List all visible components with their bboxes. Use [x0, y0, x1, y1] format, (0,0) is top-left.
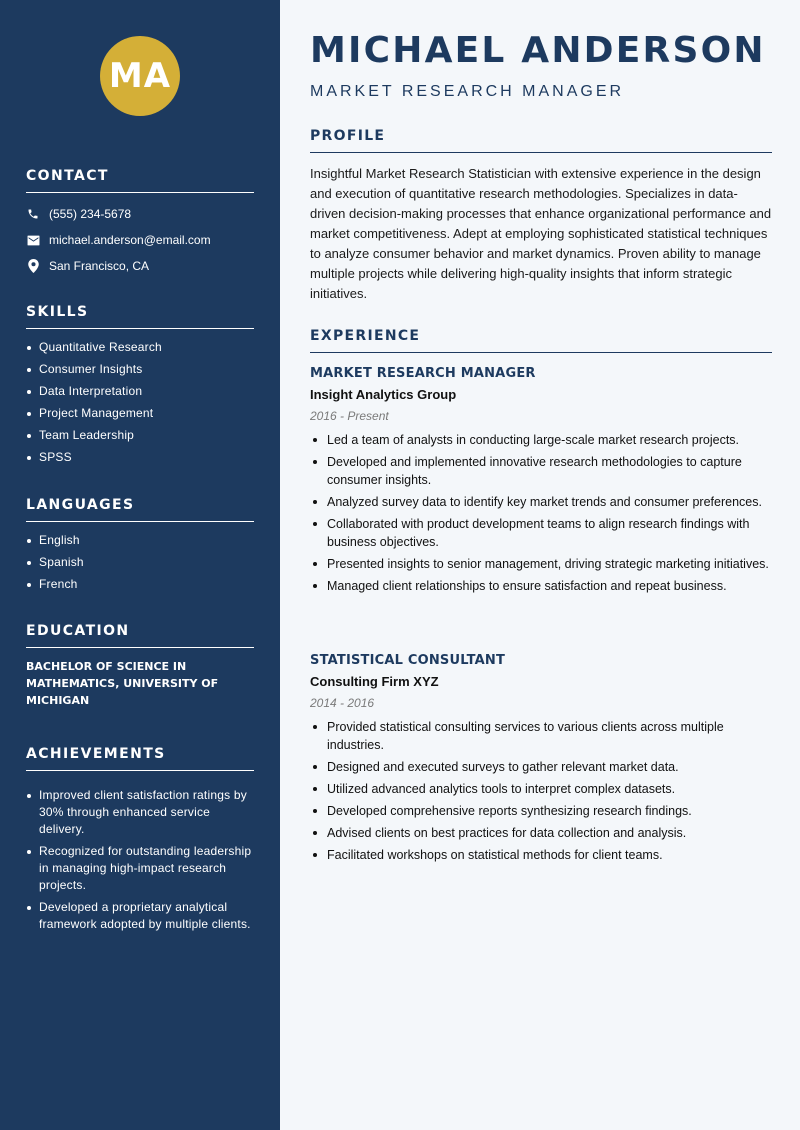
- education-degree: BACHELOR OF SCIENCE IN MATHEMATICS, UNIVERSITY OF MICHIGAN: [26, 660, 219, 707]
- achievements-heading: ACHIEVEMENTS: [26, 746, 254, 771]
- skill-item: Consumer Insights: [26, 361, 254, 378]
- experience-heading: EXPERIENCE: [310, 328, 772, 353]
- job-bullet: Facilitated workshops on statistical methods for client teams.: [310, 846, 772, 864]
- job-bullet: Designed and executed surveys to gather relevant market data.: [310, 758, 772, 776]
- job-bullet: Developed and implemented innovative research methodologies to capture consumer insights.: [310, 453, 772, 489]
- job-dates: 2014 - 2016: [310, 696, 375, 710]
- language-item: French: [26, 576, 254, 593]
- job-bullet: Advised clients on best practices for data collection and analysis.: [310, 824, 772, 842]
- profile-text: Insightful Market Research Statistician with extensive experience in the design and execution of quantitative research methodologies. Specializes in data-driven decision-making processes that enhance organizational performance and market competitiveness. Adept at employing sophisticated statistical techniques to analyze consumer behavior and market dynamics. Proven ability to manage multiple projects while delivering high-quality insights that inform strategic initiatives.: [310, 166, 772, 301]
- job-entry: [310, 366, 772, 599]
- job-bullets: [310, 431, 772, 595]
- phone-text: (555) 234-5678: [49, 207, 132, 221]
- job-bullet: Developed comprehensive reports synthesizing research findings.: [310, 802, 772, 820]
- language-item: Spanish: [26, 554, 254, 571]
- language-item: English: [26, 532, 254, 549]
- email-text: michael.anderson@email.com: [49, 233, 211, 247]
- avatar-initials: MA: [100, 36, 180, 116]
- achievement-item: Developed a proprietary analytical framework adopted by multiple clients.: [26, 899, 254, 933]
- contact-section: [26, 168, 254, 279]
- job-company: Consulting Firm XYZ: [310, 674, 439, 689]
- job-bullet: Managed client relationships to ensure satisfaction and repeat business.: [310, 577, 772, 595]
- skill-item: SPSS: [26, 449, 254, 466]
- candidate-title: MARKET RESEARCH MANAGER: [310, 83, 625, 100]
- achievement-item: Improved client satisfaction ratings by 30% through enhanced service delivery.: [26, 787, 254, 838]
- job-bullet: Led a team of analysts in conducting large-scale market research projects.: [310, 431, 772, 449]
- phone-icon: [26, 207, 40, 221]
- languages-heading: LANGUAGES: [26, 497, 254, 522]
- contact-heading: CONTACT: [26, 168, 254, 193]
- job-dates: 2016 - Present: [310, 409, 389, 423]
- candidate-name: MICHAEL ANDERSON: [310, 30, 766, 71]
- skill-item: Data Interpretation: [26, 383, 254, 400]
- job-title: STATISTICAL CONSULTANT: [310, 653, 506, 668]
- languages-section: [26, 497, 254, 598]
- skill-item: Quantitative Research: [26, 339, 254, 356]
- job-bullet: Utilized advanced analytics tools to interpret complex datasets.: [310, 780, 772, 798]
- job-bullet: Analyzed survey data to identify key market trends and consumer preferences.: [310, 493, 772, 511]
- achievement-item: Recognized for outstanding leadership in managing high-impact research projects.: [26, 843, 254, 894]
- contact-email: [26, 227, 254, 253]
- skills-heading: SKILLS: [26, 304, 254, 329]
- location-text: San Francisco, CA: [49, 259, 150, 273]
- skill-item: Project Management: [26, 405, 254, 422]
- job-title: MARKET RESEARCH MANAGER: [310, 366, 536, 381]
- profile-heading: PROFILE: [310, 128, 772, 153]
- job-bullet: Collaborated with product development teams to align research findings with business objectives.: [310, 515, 772, 551]
- contact-location: [26, 253, 254, 279]
- email-icon: [26, 233, 40, 247]
- job-entry: [310, 653, 772, 868]
- job-bullet: Provided statistical consulting services to various clients across multiple industries.: [310, 718, 772, 754]
- education-heading: EDUCATION: [26, 623, 254, 648]
- education-section: [26, 623, 254, 709]
- location-pin-icon: [26, 259, 40, 273]
- skills-section: [26, 304, 254, 471]
- skills-list: [26, 339, 254, 466]
- job-bullet: Presented insights to senior management, driving strategic marketing initiatives.: [310, 555, 772, 573]
- languages-list: [26, 532, 254, 593]
- job-company: Insight Analytics Group: [310, 387, 457, 402]
- skill-item: Team Leadership: [26, 427, 254, 444]
- contact-phone: [26, 201, 254, 227]
- sidebar: [0, 0, 280, 1130]
- job-bullets: [310, 718, 772, 864]
- achievements-list: [26, 787, 254, 933]
- achievements-section: [26, 746, 254, 938]
